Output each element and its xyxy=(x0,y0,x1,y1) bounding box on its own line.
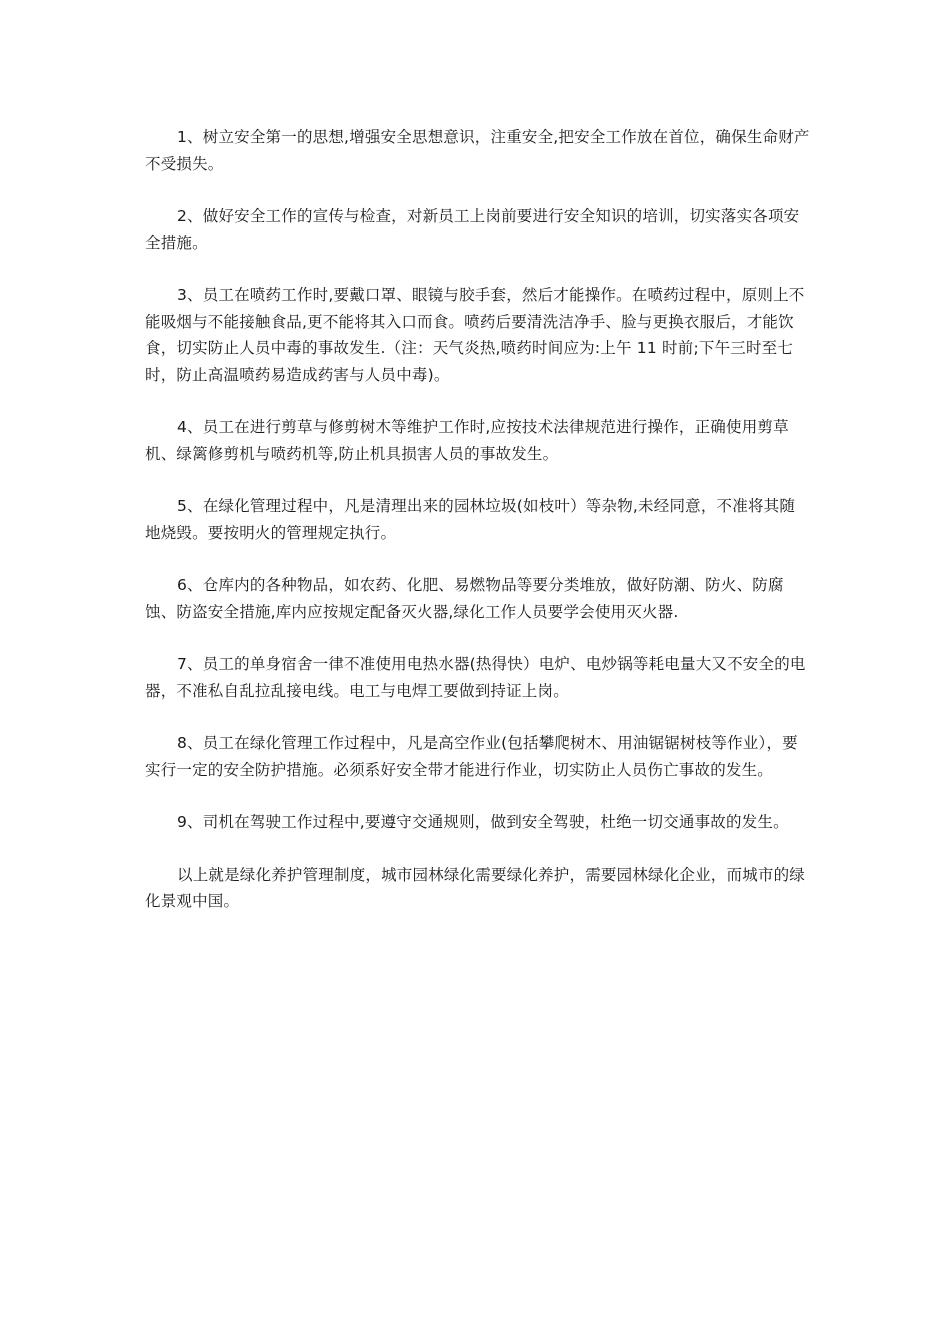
paragraph-6: 6、仓库内的各种物品，如农药、化肥、易燃物品等要分类堆放，做好防潮、防火、防腐蚀、防盗安全措施,库内应按规定配备灭火器,绿化工作人员要学会使用灭火器. xyxy=(145,576,784,621)
paragraph-1: 1、树立安全第一的思想,增强安全思想意识，注重安全,把安全工作放在首位，确保生命财产不受损失。 xyxy=(145,128,810,173)
paragraph-3: 3、员工在喷药工作时,要戴口罩、眼镜与胶手套，然后才能操作。在喷药过程中，原则上不能吸烟与不能接触食品,更不能将其入口而食。喷药后要清洗洁净手、脸与更换衣服后，才能饮食，切实防止人员中毒的事故发生.（注：天气炎热,喷药时间应为:上午 11 时前;下午三时至七时，防止高温喷药易造成药害与人员中毒)。 xyxy=(145,286,805,384)
paragraph-2: 2、做好安全工作的宣传与检查，对新员工上岗前要进行安全知识的培训，切实落实各项安全措施。 xyxy=(145,207,800,252)
paragraph-7: 7、员工的单身宿舍一律不准使用电热水器(热得快）电炉、电炒锅等耗电量大又不安全的电器，不准私自乱拉乱接电线。电工与电焊工要做到持证上岗。 xyxy=(145,655,806,700)
paragraph-8: 8、员工在绿化管理工作过程中，凡是高空作业(包括攀爬树木、用油锯锯树枝等作业），要实行一定的安全防护措施。必须系好安全带才能进行作业，切实防止人员伤亡事故的发生。 xyxy=(145,734,798,779)
summary-paragraph: 以上就是绿化养护管理制度，城市园林绿化需要绿化养护，需要园林绿化企业，而城市的绿化景观中国。 xyxy=(145,865,806,910)
paragraph-9: 9、司机在驾驶工作过程中,要遵守交通规则，做到安全驾驶，杜绝一切交通事故的发生。 xyxy=(177,813,789,831)
document-body xyxy=(145,124,810,941)
paragraph-4: 4、员工在进行剪草与修剪树木等维护工作时,应按技术法律规范进行操作，正确使用剪草机、绿篱修剪机与喷药机等,防止机具损害人员的事故发生。 xyxy=(145,418,789,463)
paragraph-5: 5、在绿化管理过程中，凡是清理出来的园林垃圾(如枝叶）等杂物,未经同意，不准将其随地烧毁。要按明火的管理规定执行。 xyxy=(145,497,796,542)
